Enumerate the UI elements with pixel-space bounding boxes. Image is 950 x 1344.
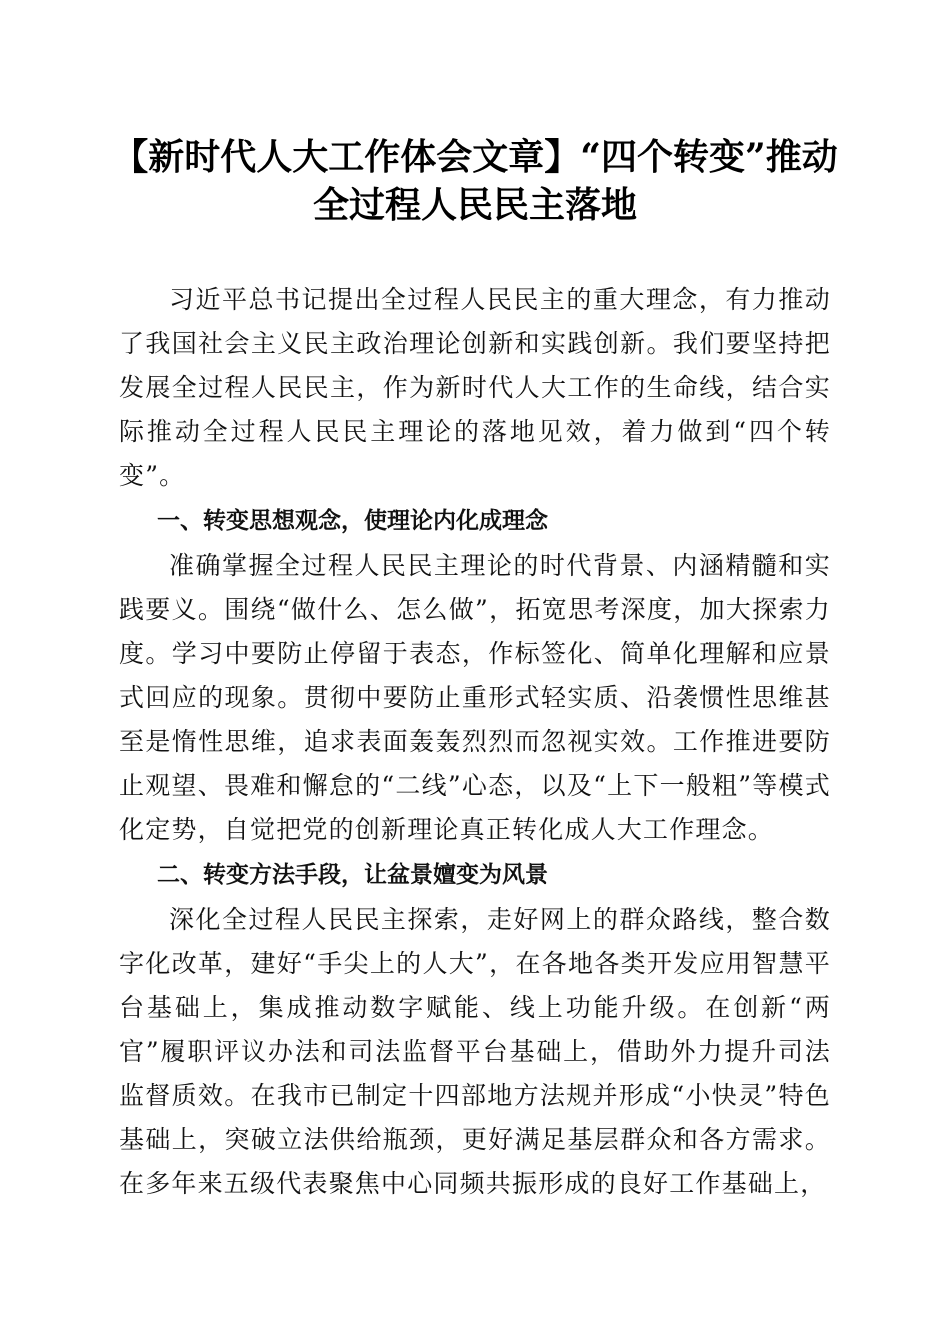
section-paragraph-1: 准确掌握全过程人民民主理论的时代背景、内涵精髓和实践要义。围绕“做什么、怎么做”，拓宽思考深度，加大探索力度。学习中要防止停留于表态，作标签化、简单化理解和应景式回应的现象。贯彻中要防止重形式轻实质、沿袭惯性思维甚至是惰性思维，追求表面轰轰烈烈而忽视实效。工作推进要防止观望、畏难和懈怠的“二线”心态，以及“上下一般粗”等模式化定势，自觉把党的创新理论真正转化成人大工作理念。	[119, 551, 831, 844]
document-title: 【新时代人大工作体会文章】“四个转变”推动全过程人民民主落地	[112, 136, 838, 226]
intro-paragraph: 习近平总书记提出全过程人民民主的重大理念，有力推动了我国社会主义民主政治理论创新和实践创新。我们要坚持把发展全过程人民民主，作为新时代人大工作的生命线，结合实际推动全过程人民民主理论的落地见效，着力做到“四个转变”。	[119, 285, 831, 490]
section-heading-1: 一、转变思想观念，使理论内化成理念	[157, 508, 548, 534]
section-paragraph-2: 深化全过程人民民主探索，走好网上的群众路线，整合数字化改革，建好“手尖上的人大”，在各地各类开发应用智慧平台基础上，集成推动数字赋能、线上功能升级。在创新“两官”履职评议办法和司法监督平台基础上，借助外力提升司法监督质效。在我市已制定十四部地方法规并形成“小快灵”特色基础上，突破立法供给瓶颈，更好满足基层群众和各方需求。在多年来五级代表聚焦中心同频共振形成的良好工作基础上，	[119, 905, 831, 1198]
document-body	[119, 278, 831, 1206]
section-heading-2: 二、转变方法手段，让盆景嬗变为风景	[157, 862, 548, 888]
